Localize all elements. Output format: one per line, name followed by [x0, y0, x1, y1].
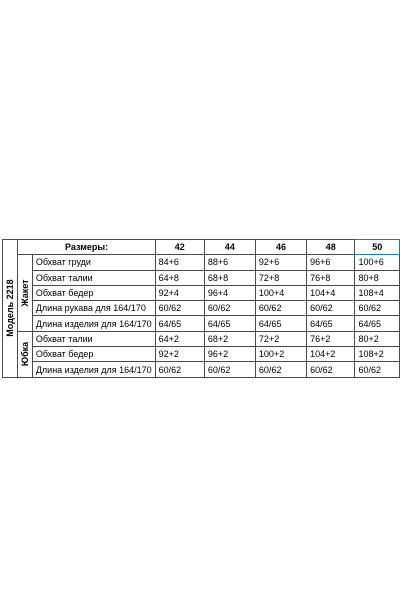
table-row — [3, 347, 400, 362]
table-cell: 64/65 — [255, 316, 306, 331]
table-cell: 64/65 — [204, 316, 255, 331]
measurement-label: Длина рукава для 164/170 — [32, 301, 155, 316]
table-cell: 64/65 — [355, 316, 400, 331]
table-cell: 92+6 — [255, 255, 306, 270]
size-header: 50 — [355, 240, 400, 255]
table-row — [3, 316, 400, 331]
table-cell: 100+2 — [255, 347, 306, 362]
size-chart-table — [2, 239, 400, 378]
measurement-label: Обхват талии — [32, 331, 155, 346]
table-row — [3, 362, 400, 377]
table-cell: 60/62 — [355, 362, 400, 377]
table-cell: 104+2 — [307, 347, 355, 362]
table-cell: 68+2 — [204, 331, 255, 346]
table-cell: 76+2 — [307, 331, 355, 346]
table-cell: 100+4 — [255, 285, 306, 300]
table-cell: 60/62 — [307, 301, 355, 316]
table-cell: 96+2 — [204, 347, 255, 362]
table-cell: 60/62 — [204, 301, 255, 316]
size-header: 48 — [307, 240, 355, 255]
table-row — [3, 270, 400, 285]
table-row — [3, 331, 400, 346]
table-cell: 60/62 — [155, 301, 204, 316]
table-cell: 104+4 — [307, 285, 355, 300]
table-cell: 60/62 — [307, 362, 355, 377]
table-cell: 88+6 — [204, 255, 255, 270]
table-cell: 60/62 — [204, 362, 255, 377]
measurement-label: Длина изделия для 164/170 — [32, 316, 155, 331]
table-cell: 72+8 — [255, 270, 306, 285]
header-row — [3, 240, 400, 255]
table-cell: 92+4 — [155, 285, 204, 300]
size-header: 44 — [204, 240, 255, 255]
table-cell: 84+6 — [155, 255, 204, 270]
group-cell-jacket — [18, 255, 32, 331]
table-cell: 108+4 — [355, 285, 400, 300]
table-row — [3, 285, 400, 300]
table-cell: 72+2 — [255, 331, 306, 346]
table-cell: 96+4 — [204, 285, 255, 300]
measurement-label: Обхват талии — [32, 270, 155, 285]
table-cell: 108+2 — [355, 347, 400, 362]
table-cell: 60/62 — [155, 362, 204, 377]
group-cell-skirt — [18, 331, 32, 377]
table-cell: 60/62 — [255, 362, 306, 377]
table-cell: 60/62 — [355, 301, 400, 316]
table-cell: 68+8 — [204, 270, 255, 285]
table-cell: 64+2 — [155, 331, 204, 346]
group-label-skirt: Юбка — [20, 342, 31, 367]
model-cell — [3, 240, 18, 378]
table-row — [3, 301, 400, 316]
table-cell: 80+2 — [355, 331, 400, 346]
measurement-label: Обхват груди — [32, 255, 155, 270]
table-cell: 64/65 — [307, 316, 355, 331]
table-cell: 92+2 — [155, 347, 204, 362]
size-header: 42 — [155, 240, 204, 255]
model-label: Модель 2218 — [5, 279, 16, 338]
table-cell: 96+6 — [307, 255, 355, 270]
table-cell: 100+6 — [355, 255, 400, 270]
measurement-label: Длина изделия для 164/170 — [32, 362, 155, 377]
group-label-jacket: Жакет — [20, 279, 31, 307]
table-cell: 80+8 — [355, 270, 400, 285]
table-cell: 64+8 — [155, 270, 204, 285]
sizes-header-label: Размеры: — [18, 240, 155, 255]
table-cell: 60/62 — [255, 301, 306, 316]
measurement-label: Обхват бедер — [32, 347, 155, 362]
table-row — [3, 255, 400, 270]
size-header: 46 — [255, 240, 306, 255]
table-cell: 64/65 — [155, 316, 204, 331]
measurement-label: Обхват бедер — [32, 285, 155, 300]
table-cell: 76+8 — [307, 270, 355, 285]
